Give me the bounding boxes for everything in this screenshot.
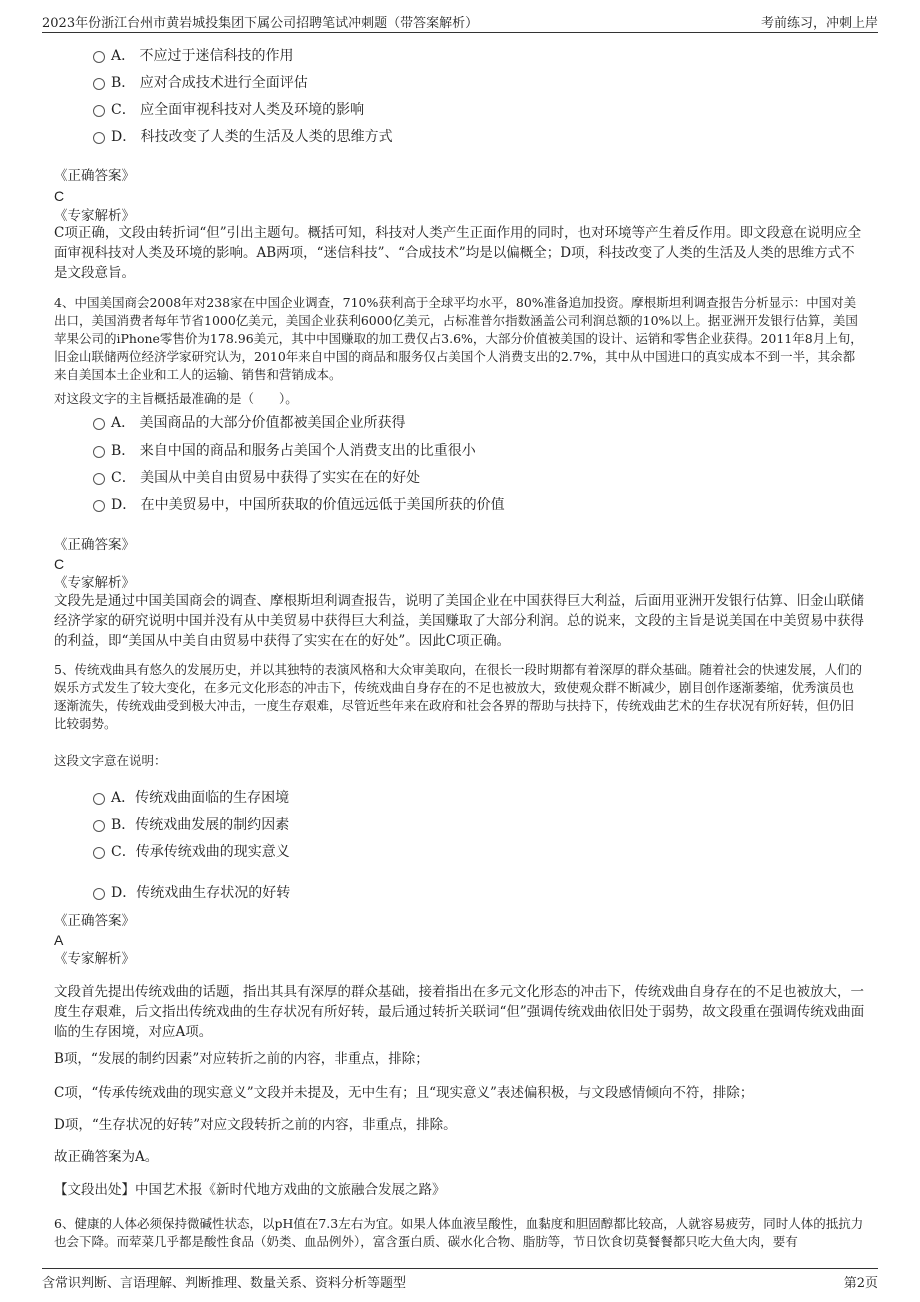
q5-answer: A [54, 932, 64, 948]
q3-analysis: C项正确，文段由转折词“但”引出主题句。概括可知，科技对人类产生正面作用的同时，也对环境等产生着反作用。即文段意在说明应全面审视科技对人类及环境的影响。AB两项，“迷信科技”、“合成技术”均是以偏概全；D项，科技改变了人类的生活及人类的思维方式不是文段意旨。 [54, 225, 862, 281]
radio-icon[interactable] [93, 888, 105, 900]
q5-option-d[interactable]: D．传统戏曲生存状况的好转 [93, 882, 290, 902]
radio-icon[interactable] [93, 847, 105, 859]
q4-option-d[interactable]: D． 在中美贸易中，中国所获取的价值远远低于美国所获的价值 [93, 494, 505, 514]
radio-icon[interactable] [93, 446, 105, 458]
footer-note: 含常识判断、言语理解、判断推理、数量关系、资料分析等题型 [42, 1275, 407, 1291]
q3-option-d[interactable]: D． 科技改变了人类的生活及人类的思维方式 [93, 126, 393, 146]
q3-analysis-label: 《专家解析》 [54, 208, 135, 224]
page-number: 第2页 [843, 1275, 878, 1291]
q5-answer-label: 《正确答案》 [54, 913, 135, 929]
header-title: 2023年份浙江台州市黄岩城投集团下属公司招聘笔试冲刺题（带答案解析） [42, 15, 479, 31]
radio-icon[interactable] [93, 473, 105, 485]
q5-stem: 5、传统戏曲具有悠久的发展历史，并以其独特的表演风格和大众审美取向，在很长一段时期都有着深厚的群众基础。随着社会的快速发展，人们的娱乐方式发生了较大变化，在多元文化形态的冲击下，传统戏曲自身存在的不足也被放大，致使观众群不断减少，剧目创作逐渐萎缩，优秀演员也逐渐流失，传统戏曲受到极大冲击，一度生存艰难，尽管近些年来在政府和社会各界的帮助与扶持下，传统戏曲艺术的生存状况有所好转，但仍旧比较弱势。 [54, 662, 862, 731]
header-slogan: 考前练习，冲刺上岸 [760, 15, 878, 31]
q4-option-c[interactable]: C． 美国从中美自由贸易中获得了实实在在的好处 [93, 467, 420, 487]
q3-option-c[interactable]: C． 应全面审视科技对人类及环境的影响 [93, 99, 364, 119]
q4-answer-label: 《正确答案》 [54, 537, 135, 553]
radio-icon[interactable] [93, 418, 105, 430]
q4-analysis: 文段先是通过中国美国商会的调查、摩根斯坦利调查报告，说明了美国企业在中国获得巨大利益，后面用亚洲开发银行估算、旧金山联储经济学家的研究说明中国并没有从中美贸易中获得巨大利益，美国赚取了大部分利润。总的说来，文段的主旨是说美国在中美贸易中获得的利益，即“美国从中美自由贸易中获得了实实在在的好处”。因此C项正确。 [54, 593, 864, 649]
q3-answer-label: 《正确答案》 [54, 168, 135, 184]
q4-question: 对这段文字的主旨概括最准确的是（ ）。 [54, 391, 298, 406]
q6-stem: 6、健康的人体必须保持微碱性状态，以pH值在7.3左右为宜。如果人体血液呈酸性，血黏度和胆固醇都比较高，人就容易疲劳，同时人体的抵抗力也会下降。而荤菜几乎都是酸性食品（奶类、血品例外），富含蛋白质、碳水化合物、脂肪等，节日饮食切莫餐餐都只吃大鱼大肉，要有 [54, 1216, 864, 1249]
q4-option-b[interactable]: B． 来自中国的商品和服务占美国个人消费支出的比重很小 [93, 440, 476, 460]
radio-icon[interactable] [93, 78, 105, 90]
radio-icon[interactable] [93, 105, 105, 117]
radio-icon[interactable] [93, 51, 105, 63]
q5-analysis-label: 《专家解析》 [54, 951, 135, 967]
q4-option-a[interactable]: A． 美国商品的大部分价值都被美国企业所获得 [93, 412, 406, 432]
q5-option-c[interactable]: C．传承传统戏曲的现实意义 [93, 841, 290, 861]
page-footer [42, 1268, 878, 1293]
q5-question: 这段文字意在说明： [54, 753, 167, 768]
q5-analysis-p1: 文段首先提出传统戏曲的话题，指出其具有深厚的群众基础，接着指出在多元文化形态的冲击下，传统戏曲自身存在的不足也被放大，一度生存艰难，后文指出传统戏曲的生存状况有所好转，最后通过转折关联词“但”强调传统戏曲依旧处于弱势，故文段重在强调传统戏曲面临的生存困境，对应A项。 [54, 984, 865, 1040]
q3-option-a[interactable]: A． 不应过于迷信科技的作用 [93, 45, 294, 65]
q3-answer: C [54, 188, 65, 204]
radio-icon[interactable] [93, 820, 105, 832]
q5-analysis-p5: 故正确答案为A。 [54, 1149, 159, 1165]
q3-option-b[interactable]: B． 应对合成技术进行全面评估 [93, 72, 308, 92]
radio-icon[interactable] [93, 793, 105, 805]
q5-option-a[interactable]: A．传统戏曲面临的生存困境 [93, 787, 289, 807]
q5-option-b[interactable]: B．传统戏曲发展的制约因素 [93, 814, 289, 834]
radio-icon[interactable] [93, 500, 105, 512]
q5-analysis-p2: B项，“发展的制约因素”对应转折之前的内容，非重点，排除； [54, 1051, 429, 1067]
q5-analysis-p4: D项，“生存状况的好转”对应文段转折之前的内容，非重点，排除。 [54, 1117, 457, 1133]
radio-icon[interactable] [93, 132, 105, 144]
q4-stem: 4、中国美国商会2008年对238家在中国企业调查，710%获利高于全球平均水平，80%准备追加投资。摩根斯坦利调查报告分析显示：中国对美出口，美国消费者每年节省1000亿美元，美国企业获利6000亿美元，占标准普尔指数涵盖公司利润总额的10%以上。据亚洲开发银行估算，美国苹果公司的iPhone零售价为178.96美元，其中中国赚取的加工费仅占3.6%，大部分价值被美国的设计、运销和零售企业获得。2011年8月上旬，旧金山联储两位经济学家研究认为，2010年来自中国的商品和服务仅占美国个人消费支出的2.7%，其中从中国进口的真实成本不到一半，其余都来自美国本土企业和工人的运输、销售和营销成本。 [54, 295, 863, 382]
q5-analysis-p3: C项，“传承传统戏曲的现实意义”文段并未提及，无中生有；且“现实意义”表述偏积极，与文段感情倾向不符，排除； [54, 1085, 754, 1101]
q4-answer: C [54, 556, 65, 572]
q5-source: 【文段出处】中国艺术报《新时代地方戏曲的文旅融合发展之路》 [54, 1182, 446, 1198]
page-header [42, 10, 878, 33]
q4-analysis-label: 《专家解析》 [54, 575, 135, 591]
